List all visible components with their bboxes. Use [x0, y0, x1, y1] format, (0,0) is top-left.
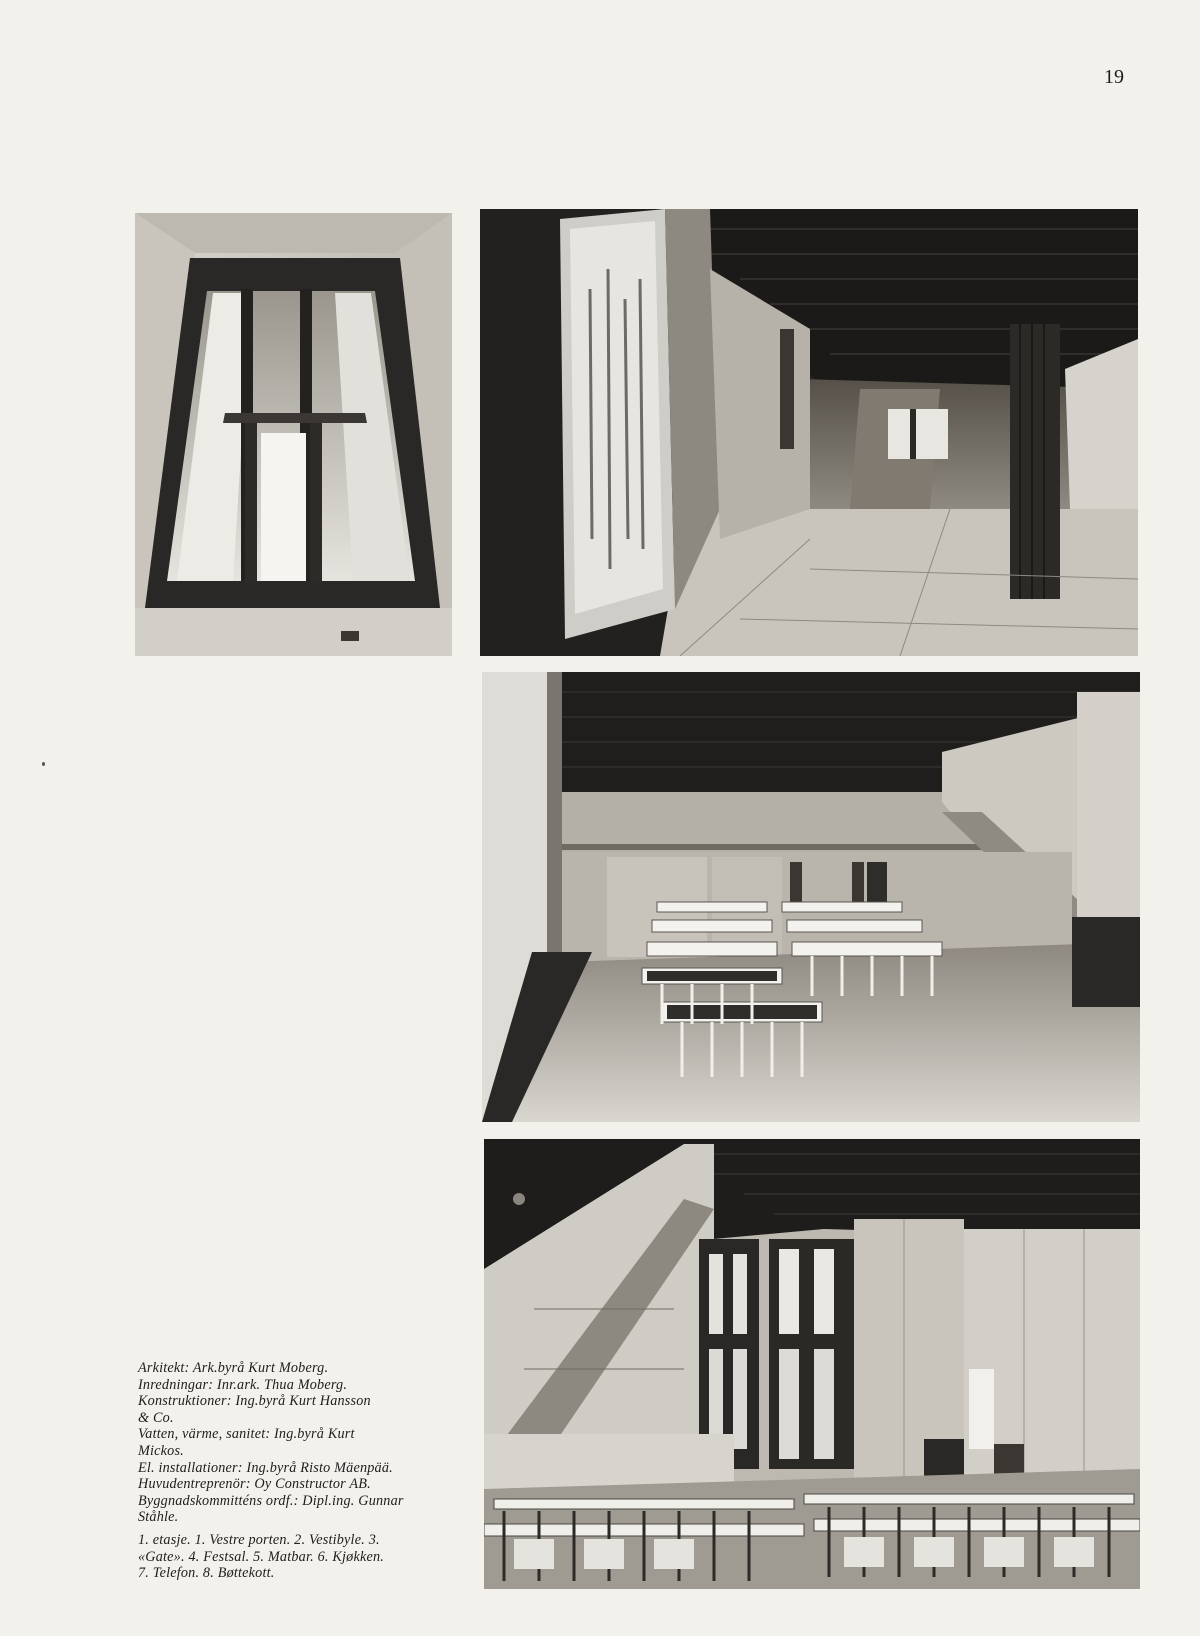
credit-electrical: El. installationer: Ing.byrå Risto Mäenpää. — [138, 1459, 393, 1476]
credit-architect: Arkitekt: Ark.byrå Kurt Moberg. — [138, 1360, 329, 1376]
skylight-photo — [135, 213, 452, 656]
credits-block — [138, 1360, 468, 1526]
credit-plumbing: Vatten, värme, sanitet: Ing.byrå Kurt — [138, 1426, 355, 1443]
legend-line: «Gate». 4. Festsal. 5. Matbar. 6. Kjøkken. — [138, 1548, 385, 1565]
credit-committee-cont: Ståhle. — [138, 1509, 179, 1526]
print-speck — [42, 762, 45, 766]
floor-plan-legend — [138, 1532, 468, 1582]
credit-plumbing-cont: Mickos. — [138, 1442, 184, 1459]
credit-construction-cont: & Co. — [138, 1409, 174, 1426]
corridor-photo — [480, 209, 1138, 656]
legend-line: 7. Telefon. 8. Bøttekott. — [138, 1565, 275, 1582]
dining-hall-photo — [482, 672, 1140, 1122]
credit-construction: Konstruktioner: Ing.byrå Kurt Hansson — [138, 1393, 371, 1410]
page-number: 19 — [1104, 66, 1124, 88]
legend-line: 1. etasje. 1. Vestre porten. 2. Vestibyle. 3. — [138, 1532, 380, 1548]
credit-interior: Inredningar: Inr.ark. Thua Moberg. — [138, 1376, 348, 1393]
festsal-photo — [484, 1139, 1140, 1589]
credit-contractor: Huvudentreprenör: Oy Constructor AB. — [138, 1476, 371, 1493]
credit-committee: Byggnadskommitténs ordf.: Dipl.ing. Gunnar — [138, 1492, 404, 1509]
